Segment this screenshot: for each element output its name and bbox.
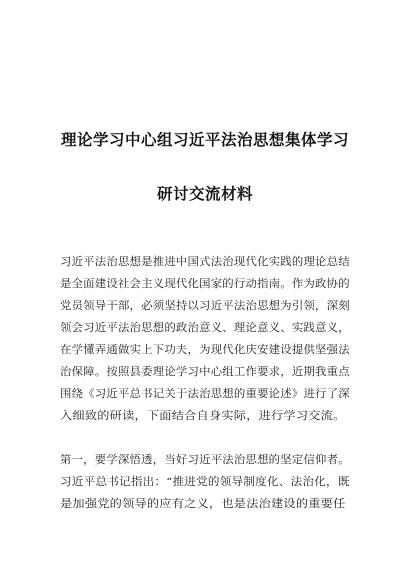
paragraph-line: 是全面建设社会主义现代化国家的行动指南。作为政协的 bbox=[60, 278, 350, 290]
paragraph-line: 习近平法治思想是推进中国式法治现代化实践的理论总结 bbox=[60, 256, 350, 268]
paragraph-line: 习近平总书记指出：“推进党的领导制度化、法治化，既 bbox=[60, 476, 350, 488]
paragraph-line: 在学懂弄通做实上下功夫，为现代化庆安建设提供坚强法 bbox=[60, 344, 350, 356]
document-title-line-1: 理论学习中心组习近平法治思想集体学习 bbox=[60, 131, 349, 149]
paragraph-line: 领会习近平法治思想的政治意义、理论意义、实践意义， bbox=[60, 322, 350, 334]
document-title-line-2: 研讨交流材料 bbox=[156, 185, 253, 203]
paragraph-line: 党员领导干部，必须坚持以习近平法治思想为引领，深刻 bbox=[60, 300, 350, 312]
paragraph-line: 是加强党的领导的应有之义，也是法治建设的重要任 bbox=[60, 498, 346, 510]
paragraph-line: 入细致的研读，下面结合自身实际，进行学习交流。 bbox=[60, 410, 346, 422]
paragraph-line: 第一，要学深悟透，当好习近平法治思想的坚定信仰者。 bbox=[60, 454, 350, 466]
paragraph-line: 围绕《习近平总书记关于法治思想的重要论述》进行了深 bbox=[60, 388, 350, 400]
paragraph-line: 治保障。按照县委理论学习中心组工作要求，近期我重点 bbox=[60, 366, 350, 378]
